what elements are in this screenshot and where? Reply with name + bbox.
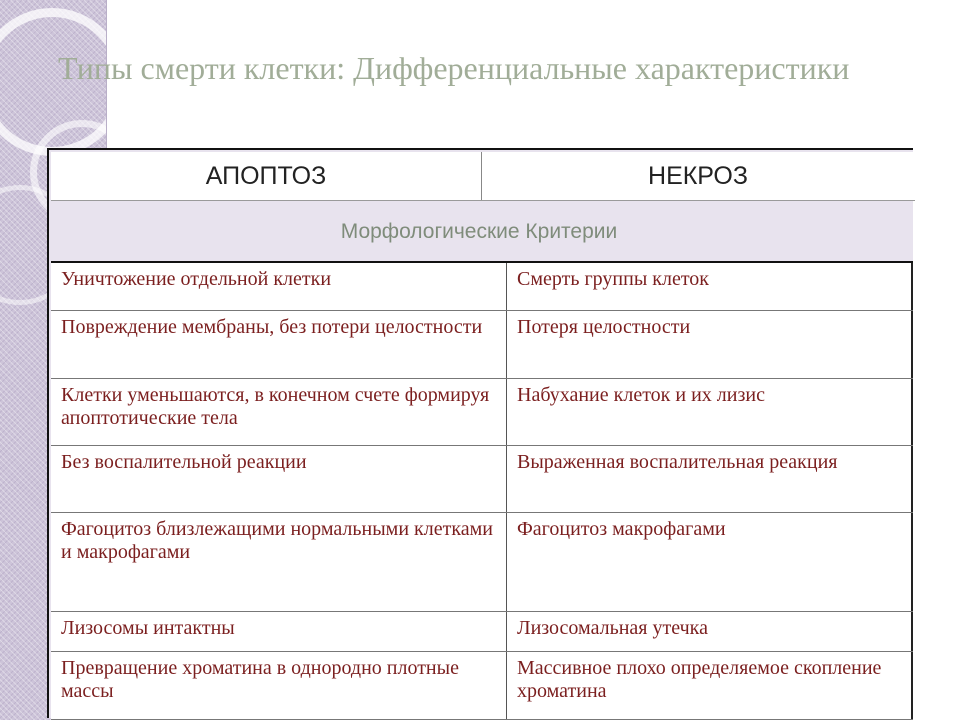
header-apoptosis: АПОПТОЗ (51, 152, 482, 200)
table-row (51, 612, 913, 652)
table-row (51, 379, 913, 446)
necrosis-cell: Массивное плохо определяемое скопление хроматина (507, 652, 913, 719)
apoptosis-cell: Уничтожение отдельной клетки (51, 263, 507, 310)
necrosis-cell: Набухание клеток и их лизис (507, 379, 913, 445)
slide-title: Типы смерти клетки: Дифференциальные характеристики (58, 50, 850, 86)
apoptosis-cell: Клетки уменьшаются, в конечном счете формируя апоптотические тела (51, 379, 507, 445)
apoptosis-cell: Повреждение мембраны, без потери целостности (51, 311, 507, 378)
table-header-row (51, 152, 915, 201)
comparison-table (47, 148, 913, 718)
section-label-morphological-criteria: Морфологические Критерии (340, 220, 618, 243)
apoptosis-cell: Фагоцитоз близлежащими нормальными клетками и макрофагами (51, 513, 507, 611)
apoptosis-cell: Без воспалительной реакции (51, 446, 507, 512)
header-necrosis: НЕКРОЗ (648, 161, 748, 190)
necrosis-cell: Потеря целостности (507, 311, 913, 378)
apoptosis-cell: Превращение хроматина в однородно плотные массы (51, 652, 507, 719)
table-row (51, 513, 913, 612)
table-row (51, 652, 913, 720)
table-body (51, 261, 913, 720)
apoptosis-cell: Лизосомы интактны (51, 612, 507, 651)
necrosis-cell: Лизосомальная утечка (507, 612, 913, 651)
necrosis-cell: Смерть группы клеток (507, 263, 913, 310)
necrosis-cell: Фагоцитоз макрофагами (507, 513, 913, 611)
table-row (51, 311, 913, 379)
necrosis-cell: Выраженная воспалительная реакция (507, 446, 913, 512)
table-row (51, 261, 913, 311)
table-row (51, 446, 913, 513)
